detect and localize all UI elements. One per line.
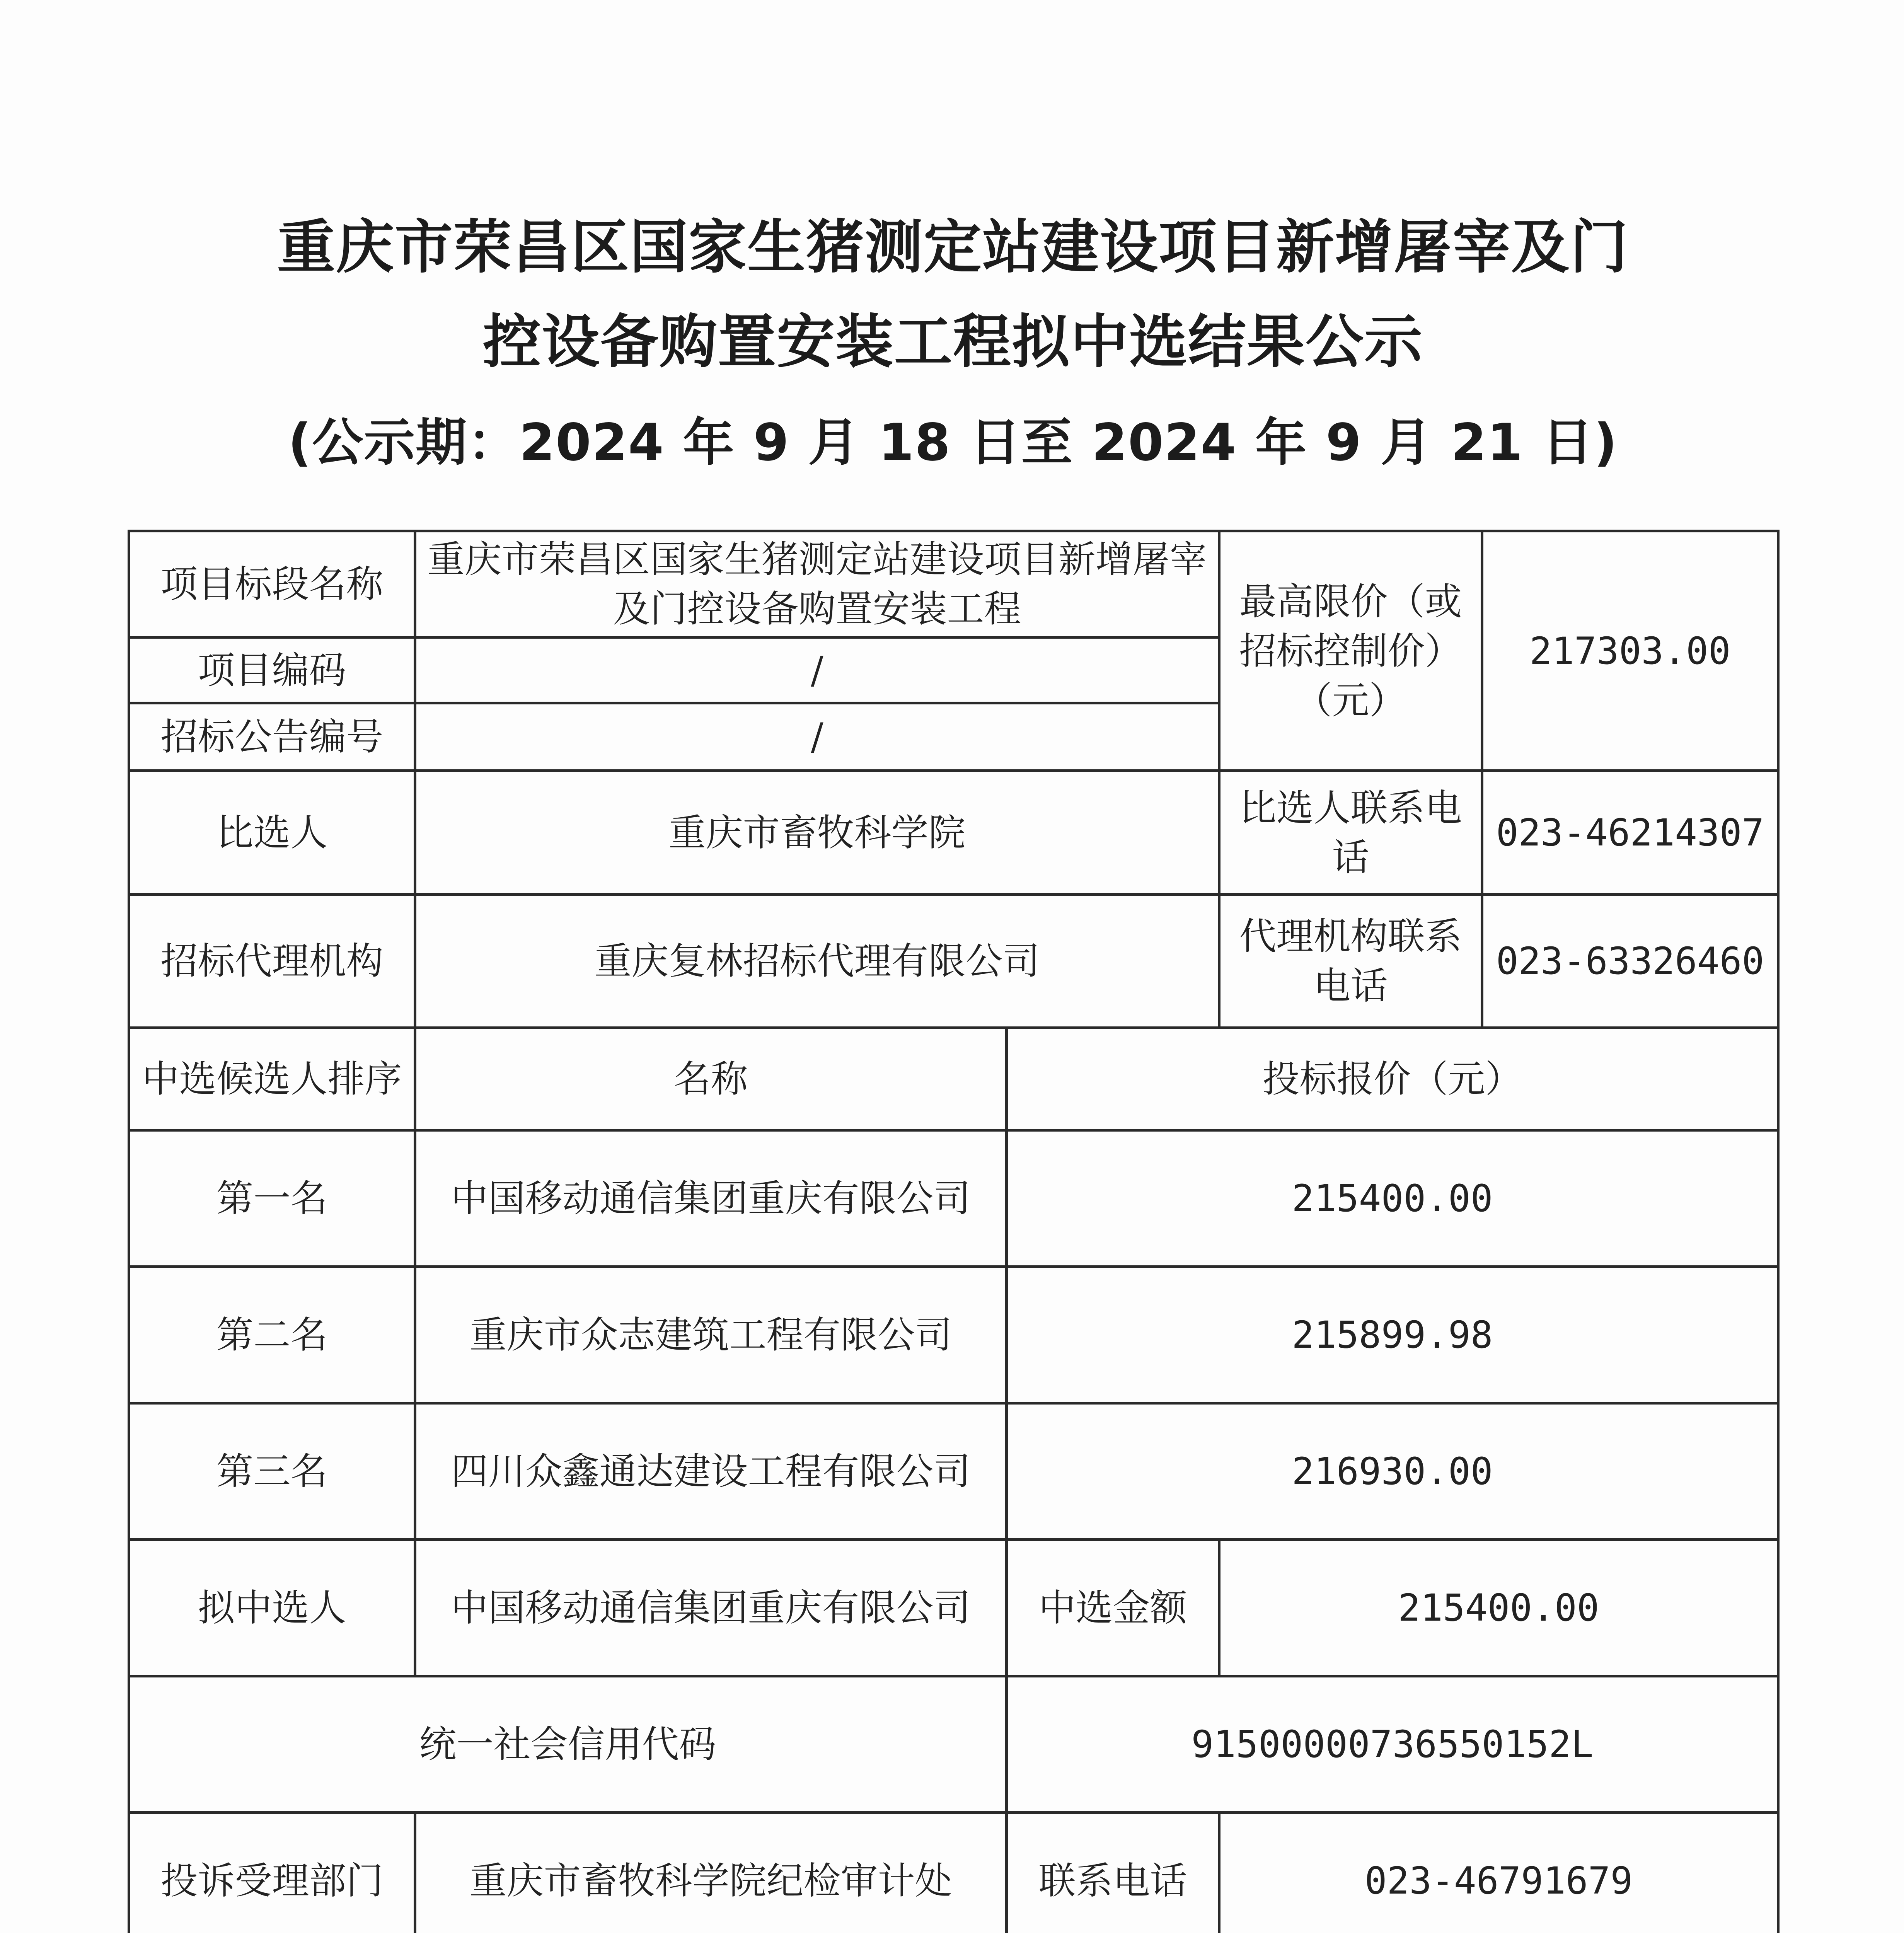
- selector-value: 重庆市畜牧科学院: [415, 771, 1219, 895]
- agency-value: 重庆复林招标代理有限公司: [415, 895, 1219, 1028]
- project-name-label: 项目标段名称: [129, 531, 415, 638]
- selector-phone-label: 比选人联系电话: [1219, 771, 1482, 895]
- title-line-2: 控设备购置安装工程拟中选结果公示: [482, 309, 1423, 376]
- candidate-bid: 216930.00: [1007, 1403, 1778, 1540]
- title-line-1: 重庆市荣昌区国家生猪测定站建设项目新增屠宰及门: [277, 214, 1629, 281]
- candidate-name: 重庆市众志建筑工程有限公司: [415, 1267, 1007, 1403]
- result-table: [128, 530, 1780, 1933]
- candidate-bid: 215899.98: [1007, 1267, 1778, 1403]
- complaint-phone-label: 联系电话: [1007, 1813, 1219, 1933]
- project-name-value: 重庆市荣昌区国家生猪测定站建设项目新增屠宰及门控设备购置安装工程: [415, 531, 1219, 638]
- amount-label: 中选金额: [1007, 1540, 1219, 1676]
- max-price-value: 217303.00: [1482, 531, 1778, 771]
- candidate-bid: 215400.00: [1007, 1130, 1778, 1267]
- candidate-rank: 第二名: [129, 1267, 415, 1403]
- credit-code-label: 统一社会信用代码: [129, 1676, 1007, 1813]
- candidate-rank: 第一名: [129, 1130, 415, 1267]
- complaint-phone-value: 023-46791679: [1219, 1813, 1778, 1933]
- proposed-label: 拟中选人: [129, 1540, 415, 1676]
- max-price-label: 最高限价（或招标控制价）（元）: [1219, 531, 1482, 771]
- bid-header: 投标报价（元）: [1007, 1028, 1778, 1130]
- selector-phone-value: 023-46214307: [1482, 771, 1778, 895]
- candidate-name: 四川众鑫通达建设工程有限公司: [415, 1403, 1007, 1540]
- complaint-value: 重庆市畜牧科学院纪检审计处: [415, 1813, 1007, 1933]
- name-header: 名称: [415, 1028, 1007, 1130]
- candidate-rank: 第三名: [129, 1403, 415, 1540]
- complaint-label: 投诉受理部门: [129, 1813, 415, 1933]
- agency-label: 招标代理机构: [129, 895, 415, 1028]
- candidate-name: 中国移动通信集团重庆有限公司: [415, 1130, 1007, 1267]
- agency-phone-label: 代理机构联系电话: [1219, 895, 1482, 1028]
- rank-header: 中选候选人排序: [129, 1028, 415, 1130]
- notice-no-value: /: [415, 703, 1219, 771]
- project-code-label: 项目编码: [129, 638, 415, 703]
- selector-label: 比选人: [129, 771, 415, 895]
- amount-value: 215400.00: [1219, 1540, 1778, 1676]
- credit-code-value: 91500000736550152L: [1007, 1676, 1778, 1813]
- publicity-period: (公示期：2024 年 9 月 18 日至 2024 年 9 月 21 日): [288, 413, 1618, 472]
- project-code-value: /: [415, 638, 1219, 703]
- proposed-value: 中国移动通信集团重庆有限公司: [415, 1540, 1007, 1676]
- notice-no-label: 招标公告编号: [129, 703, 415, 771]
- agency-phone-value: 023-63326460: [1482, 895, 1778, 1028]
